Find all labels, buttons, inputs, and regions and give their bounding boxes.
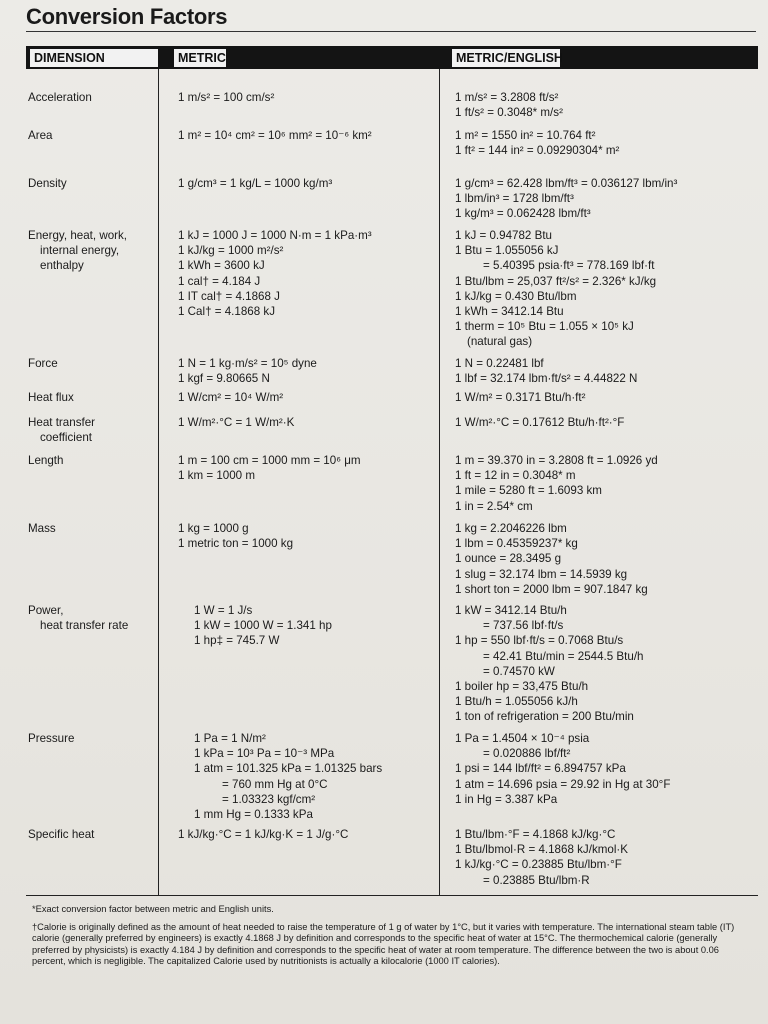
- metric-cell: [194, 731, 464, 822]
- cell-line: = 737.56 lbf·ft/s: [483, 619, 564, 633]
- cell-line: enthalpy: [40, 259, 84, 273]
- cell-line: Area: [28, 129, 53, 142]
- cell-line: 1 m² = 1550 in² = 10.764 ft²: [455, 129, 596, 142]
- cell-line: Force: [28, 357, 58, 370]
- dimension-cell: [28, 453, 156, 468]
- dimension-cell: [28, 827, 156, 842]
- cell-line: 1 N = 0.22481 lbf: [455, 357, 544, 370]
- cell-line: internal energy,: [40, 244, 120, 258]
- cell-line: = 42.41 Btu/min = 2544.5 Btu/h: [483, 649, 644, 663]
- metric-cell: [178, 453, 448, 483]
- cell-line: (natural gas): [467, 335, 533, 349]
- cell-line: 1 Btu = 1.055056 kJ: [455, 244, 559, 258]
- cell-line: 1 kJ = 1000 J = 1000 N·m = 1 kPa·m³: [178, 229, 372, 242]
- dimension-cell: [28, 356, 156, 371]
- cell-line: 1 atm = 14.696 psia = 29.92 in Hg at 30°F: [455, 777, 671, 791]
- cell-line: 1 kW = 3412.14 Btu/h: [455, 604, 567, 617]
- english-cell: [455, 415, 755, 430]
- cell-line: 1 kJ = 0.94782 Btu: [455, 229, 553, 242]
- cell-line: 1 kJ/kg·°C = 0.23885 Btu/lbm·°F: [455, 858, 622, 872]
- cell-line: 1 hp = 550 lbf·ft/s = 0.7068 Btu/s: [455, 634, 624, 648]
- cell-line: = 0.74570 kW: [483, 664, 555, 678]
- cell-line: 1 kgf = 9.80665 N: [178, 372, 270, 386]
- english-cell: [455, 228, 755, 350]
- cell-line: 1 mm Hg = 0.1333 kPa: [194, 808, 313, 822]
- cell-line: 1 kJ/kg·°C = 1 kJ/kg·K = 1 J/g·°C: [178, 828, 349, 841]
- header-dimension: DIMENSION: [30, 49, 158, 67]
- dimension-cell: [28, 176, 156, 191]
- cell-line: 1 Cal† = 4.1868 kJ: [178, 305, 276, 319]
- cell-line: 1 ft/s² = 0.3048* m/s²: [455, 106, 563, 120]
- cell-line: 1 N = 1 kg·m/s² = 10⁵ dyne: [178, 357, 317, 370]
- metric-cell: [178, 521, 448, 551]
- cell-line: Density: [28, 177, 67, 190]
- header-metric-english: METRIC/ENGLISH: [452, 49, 560, 67]
- cell-line: 1 kW = 1000 W = 1.341 hp: [194, 619, 332, 633]
- english-cell: [455, 90, 755, 120]
- cell-line: Energy, heat, work,: [28, 229, 128, 242]
- cell-line: 1 ounce = 28.3495 g: [455, 552, 562, 566]
- cell-line: 1 m/s² = 100 cm/s²: [178, 91, 275, 104]
- dimension-cell: [28, 731, 156, 746]
- cell-line: 1 slug = 32.174 lbm = 14.5939 kg: [455, 567, 628, 581]
- english-cell: [455, 731, 755, 807]
- cell-line: Specific heat: [28, 828, 95, 841]
- footnotes: [32, 904, 748, 974]
- cell-line: 1 m/s² = 3.2808 ft/s²: [455, 91, 559, 104]
- header-metric: METRIC: [174, 49, 226, 67]
- cell-line: heat transfer rate: [40, 619, 129, 633]
- cell-line: Pressure: [28, 732, 75, 745]
- cell-line: 1 kWh = 3412.14 Btu: [455, 305, 564, 319]
- footnote-exact: *Exact conversion factor between metric and English units.: [32, 904, 274, 914]
- cell-line: = 0.020886 lbf/ft²: [483, 747, 571, 761]
- cell-line: 1 kg = 1000 g: [178, 522, 249, 535]
- cell-line: 1 g/cm³ = 62.428 lbm/ft³ = 0.036127 lbm/in³: [455, 177, 678, 190]
- cell-line: Length: [28, 454, 64, 467]
- cell-line: 1 W/m²·°C = 0.17612 Btu/h·ft²·°F: [455, 416, 625, 429]
- cell-line: 1 kJ/kg = 1000 m²/s²: [178, 244, 284, 258]
- cell-line: Heat transfer: [28, 416, 96, 429]
- cell-line: 1 km = 1000 m: [178, 469, 256, 483]
- cell-line: Power,: [28, 604, 64, 617]
- cell-line: 1 boiler hp = 33,475 Btu/h: [455, 680, 589, 694]
- cell-line: 1 Pa = 1 N/m²: [194, 732, 266, 745]
- cell-line: 1 ton of refrigeration = 200 Btu/min: [455, 710, 634, 724]
- metric-cell: [178, 90, 448, 105]
- dimension-cell: [28, 603, 156, 633]
- cell-line: 1 kPa = 10³ Pa = 10⁻³ MPa: [194, 747, 335, 761]
- english-cell: [455, 390, 755, 405]
- english-cell: [455, 603, 755, 725]
- cell-line: 1 Btu/lbm·°F = 4.1868 kJ/kg·°C: [455, 828, 616, 841]
- cell-line: 1 Btu/lbm = 25,037 ft²/s² = 2.326* kJ/kg: [455, 274, 657, 288]
- cell-line: 1 short ton = 2000 lbm = 907.1847 kg: [455, 582, 648, 596]
- cell-line: 1 mile = 5280 ft = 1.6093 km: [455, 484, 602, 498]
- dimension-cell: [28, 128, 156, 143]
- footnote-calorie: †Calorie is originally defined as the amount of heat needed to raise the temperature of 1 g of water by 1°C, but it varies with temperature. The international steam table (IT) calorie (generally preferred by engineers) is exactly 4.1868 J by definition and corresponds to the specific heat of water at 15°C. The thermochemical calorie (generally preferred by physicists) is exactly 4.184 J by definition and corresponds to the specific heat of water at room temperature. The difference between the two is about 0.06 percent, which is negligible. The capitalized Calorie used by nutritionists is actually a kilocalorie (1000 IT calories).: [32, 921, 735, 967]
- cell-line: = 760 mm Hg at 0°C: [222, 777, 328, 791]
- cell-line: Acceleration: [28, 91, 92, 104]
- cell-line: 1 W = 1 J/s: [194, 604, 253, 617]
- english-cell: [455, 453, 755, 514]
- metric-cell: [178, 356, 448, 386]
- cell-line: 1 g/cm³ = 1 kg/L = 1000 kg/m³: [178, 177, 333, 190]
- cell-line: 1 m = 100 cm = 1000 mm = 10⁶ μm: [178, 454, 361, 467]
- cell-line: 1 therm = 10⁵ Btu = 1.055 × 10⁵ kJ: [455, 320, 634, 334]
- cell-line: 1 psi = 144 lbf/ft² = 6.894757 kPa: [455, 762, 626, 776]
- cell-line: 1 metric ton = 1000 kg: [178, 537, 294, 551]
- cell-line: 1 kWh = 3600 kJ: [178, 259, 265, 273]
- dimension-cell: [28, 390, 156, 405]
- dimension-cell: [28, 415, 156, 445]
- cell-line: 1 W/cm² = 10⁴ W/m²: [178, 391, 284, 404]
- cell-line: 1 Btu/lbmol·R = 4.1868 kJ/kmol·K: [455, 843, 629, 857]
- english-cell: [455, 176, 755, 222]
- cell-line: 1 lbm = 0.45359237* kg: [455, 537, 578, 551]
- cell-line: 1 m = 39.370 in = 3.2808 ft = 1.0926 yd: [455, 454, 658, 467]
- cell-line: 1 cal† = 4.184 J: [178, 274, 261, 288]
- column-divider-1: [158, 69, 159, 896]
- english-cell: [455, 827, 755, 888]
- cell-line: coefficient: [40, 431, 92, 445]
- cell-line: 1 kg = 2.2046226 lbm: [455, 522, 567, 535]
- metric-cell: [178, 390, 448, 405]
- metric-cell: [178, 128, 448, 143]
- page-title: Conversion Factors: [26, 4, 228, 29]
- cell-line: 1 IT cal† = 4.1868 J: [178, 289, 280, 303]
- english-cell: [455, 521, 755, 597]
- cell-line: 1 atm = 101.325 kPa = 1.01325 bars: [194, 762, 383, 776]
- cell-line: 1 ft² = 144 in² = 0.09290304* m²: [455, 144, 620, 158]
- metric-cell: [178, 827, 448, 842]
- metric-cell: [194, 603, 464, 649]
- cell-line: 1 m² = 10⁴ cm² = 10⁶ mm² = 10⁻⁶ km²: [178, 129, 372, 142]
- english-cell: [455, 128, 755, 158]
- english-cell: [455, 356, 755, 386]
- cell-line: 1 lbm/in³ = 1728 lbm/ft³: [455, 192, 574, 206]
- metric-cell: [178, 176, 448, 191]
- cell-line: 1 lbf = 32.174 lbm·ft/s² = 4.44822 N: [455, 372, 638, 386]
- cell-line: 1 W/m² = 0.3171 Btu/h·ft²: [455, 391, 586, 404]
- table-bottom-rule: [26, 895, 758, 896]
- cell-line: 1 Btu/h = 1.055056 kJ/h: [455, 695, 578, 709]
- metric-cell: [178, 415, 448, 430]
- cell-line: 1 kg/m³ = 0.062428 lbm/ft³: [455, 207, 591, 221]
- cell-line: 1 Pa = 1.4504 × 10⁻⁴ psia: [455, 732, 590, 745]
- cell-line: 1 in = 2.54* cm: [455, 499, 533, 513]
- cell-line: 1 kJ/kg = 0.430 Btu/lbm: [455, 289, 577, 303]
- dimension-cell: [28, 521, 156, 536]
- cell-line: 1 ft = 12 in = 0.3048* m: [455, 469, 576, 483]
- cell-line: 1 hp‡ = 745.7 W: [194, 634, 280, 648]
- dimension-cell: [28, 90, 156, 105]
- cell-line: = 0.23885 Btu/lbm·R: [483, 873, 590, 887]
- cell-line: Heat flux: [28, 391, 74, 404]
- dimension-cell: [28, 228, 156, 274]
- metric-cell: [178, 228, 448, 319]
- cell-line: 1 W/m²·°C = 1 W/m²·K: [178, 416, 295, 429]
- cell-line: = 1.03323 kgf/cm²: [222, 792, 316, 806]
- cell-line: = 5.40395 psia·ft³ = 778.169 lbf·ft: [483, 259, 655, 273]
- title-rule: [26, 31, 756, 32]
- cell-line: Mass: [28, 522, 56, 535]
- cell-line: 1 in Hg = 3.387 kPa: [455, 792, 558, 806]
